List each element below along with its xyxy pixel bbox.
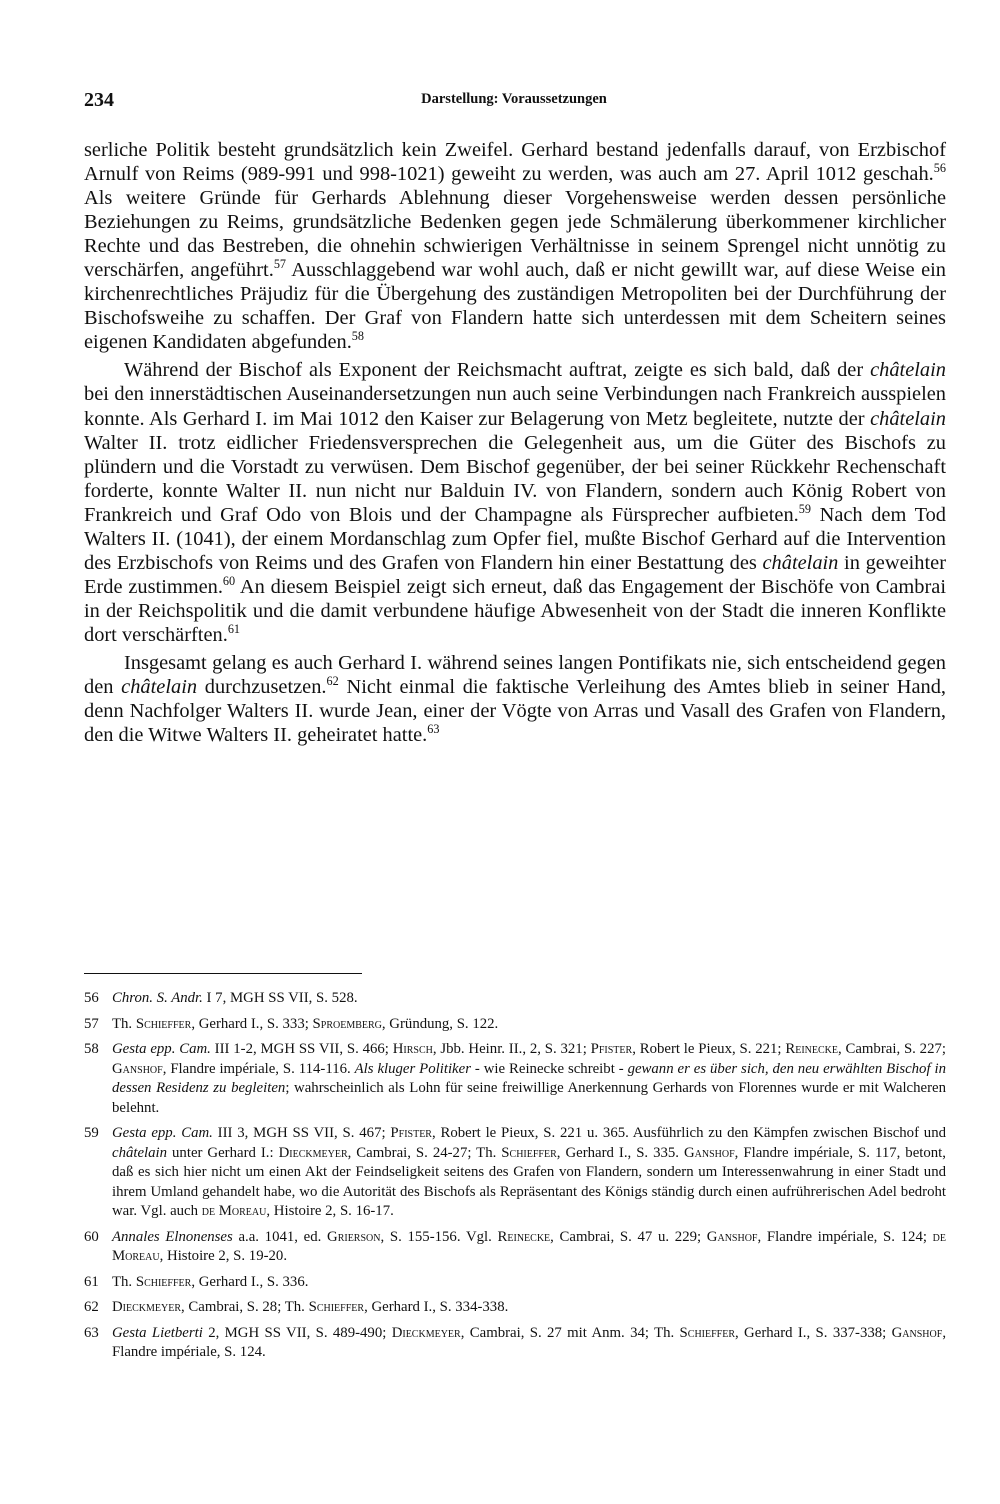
footnote-ref-59[interactable]: 59 <box>798 501 811 516</box>
footnote-59: 59 Gesta epp. Cam. III 3, MGH SS VII, S. 467; Pfister, Robert le Pieux, S. 221 u. 365. Ausführlich zu den Kämpfen zwischen Bischof und châtelain unter Gerhard I.: Dieckmeyer, Cambrai, S. 24-27; Th. Schieffer, Gerhard I., S. 335. Ganshof, Flandre impériale, S. 117, betont, daß es sich hier nicht um einen Akt der Feindseligkeit seitens des Grafen von Flandern, sondern um Interessenwahrung in einer Stadt und ihrem Umland gehandelt habe, wo die Autorität des Bischofs als Repräsentant des Königs ständig durch einen aufrührerischen Adel bedroht war. Vgl. auch de Moreau, Histoire 2, S. 16-17. <box>84 1125 946 1219</box>
running-head: Darstellung: Voraussetzungen <box>421 91 607 107</box>
footnote-57: 57 Th. Schieffer, Gerhard I., S. 333; Sproemberg, Gründung, S. 122. <box>84 1015 499 1032</box>
footnote-61: 61 Th. Schieffer, Gerhard I., S. 336. <box>84 1273 309 1290</box>
page-header <box>84 89 944 119</box>
footnote-58: 58 Gesta epp. Cam. III 1-2, MGH SS VII, S. 466; Hirsch, Jbb. Heinr. II., 2, S. 321; Pfister, Robert le Pieux, S. 221; Reinecke, Cambrai, S. 227; Ganshof, Flandre impériale, S. 114-116. Als kluger Politiker - wie Reinecke schreibt - gewann er es über sich, den neu erwählten Bischof in dessen Residenz zu begleiten; wahrscheinlich als Lohn für seine freiwillige Anerkennung Gerhards von Florennes wurde er mit Walcheren belehnt. <box>84 1041 946 1116</box>
footnote-ref-63[interactable]: 63 <box>427 722 440 737</box>
page-number: 234 <box>84 89 114 111</box>
footnote-ref-57[interactable]: 57 <box>273 257 287 272</box>
footnote-60: 60 Annales Elnonenses a.a. 1041, ed. Grierson, S. 155-156. Vgl. Reinecke, Cambrai, S. 47 u. 229; Ganshof, Flandre impériale, S. 124; de Moreau, Histoire 2, S. 19-20. <box>84 1228 946 1264</box>
footnotes <box>84 989 946 1369</box>
footnote-ref-61[interactable]: 61 <box>227 622 241 637</box>
main-text <box>84 138 946 747</box>
footnote-63: 63 Gesta Lietberti 2, MGH SS VII, S. 489-490; Dieckmeyer, Cambrai, S. 27 mit Anm. 34; Th. Schieffer, Gerhard I., S. 337-338; Ganshof, Flandre impériale, S. 124. <box>84 1324 947 1360</box>
footnote-62: 62 Dieckmeyer, Cambrai, S. 28; Th. Schieffer, Gerhard I., S. 334-338. <box>84 1299 509 1315</box>
footnote-56: 56 Chron. S. Andr. I 7, MGH SS VII, S. 528. <box>84 990 358 1006</box>
paragraph-1: serliche Politik besteht grundsätzlich kein Zweifel. Gerhard bestand jedenfalls darauf, von Erzbischof Arnulf von Reims (989-991 und 998-1021) geweiht zu werden, was auch am 27. April 1012 geschah.$^{56}$ Als weitere Gründe für Gerhards Ablehnung dieser Vorgehensweise werden dessen persönliche Beziehungen zu Reims, grundsätzliche Bedenken gegen jede Schmälerung überkommener kirchlicher Rechte und das Bestreben, die ohnehin schwierigen Verhältnisse in seinem Sprengel nicht unnötig zu verschärfen, angeführt.$^{57}$ Ausschlaggebend war wohl auch, daß er nicht gewillt war, auf diese Weise ein kirchenrechtliches Präjudiz für die Übergehung des zuständigen Metropoliten bei der Durchführung der Bischofsweihe zu schaffen. Der Graf von Flandern hatte sich unterdessen mit dem Scheitern seines eigenen Kandidaten abgefunden.$^{58}$ <box>84 139 947 354</box>
footnote-ref-56[interactable]: 56 <box>933 161 946 176</box>
footnote-ref-62[interactable]: 62 <box>326 674 339 689</box>
footnote-ref-58[interactable]: 58 <box>351 329 365 344</box>
paragraph-2: Während der Bischof als Exponent der Reichsmacht auftrat, zeigte es sich bald, daß der châtelain bei den innerstädtischen Auseinandersetzungen nun auch seine Verbindungen nach Frankreich ausspielen konnte. Als Gerhard I. im Mai 1012 den Kaiser zur Belagerung von Metz begleitete, nutzte der châtelain Walter II. trotz eidlicher Friedensversprechen die Gelegenheit aus, um die Güter des Bischofs zu plündern und die Vorstadt zu verwüsen. Dem Bischof gegenüber, der bei seiner Rückkehr Rechenschaft forderte, konnte Walter II. nun nicht nur Balduin IV. von Flandern, sondern auch König Robert von Frankreich und Graf Odo von Blois und der Champagne als Fürsprecher aufbieten.$^{59}$ Nach dem Tod Walters II. (1041), der einem Mordanschlag zum Opfer fiel, mußte Bischof Gerhard auf die Intervention des Erzbischofs von Reims und des Grafen von Flandern hin einer Bestattung des châtelain in geweihter Erde zustimmen.$^{60}$ An diesem Beispiel zeigt sich erneut, daß das Engagement der Bischöfe von Cambrai in der Reichspolitik und die damit verbundene häufige Abwesenheit von der Stadt die inneren Konflikte dort verschärften.$^{61}$ <box>84 359 946 646</box>
footnote-ref-60[interactable]: 60 <box>222 574 236 589</box>
footnote-divider <box>84 973 362 974</box>
paragraph-3: Insgesamt gelang es auch Gerhard I. während seines langen Pontifikats nie, sich entscheidend gegen den châtelain durchzusetzen.$^{62}$ Nicht einmal die faktische Verleihung des Amtes blieb in seiner Hand, denn Nachfolger Walters II. wurde Jean, einer der Vögte von Arras und Vasall des Grafen von Flandern, den die Witwe Walters II. geheiratet hatte.$^{63}$ <box>84 651 946 747</box>
